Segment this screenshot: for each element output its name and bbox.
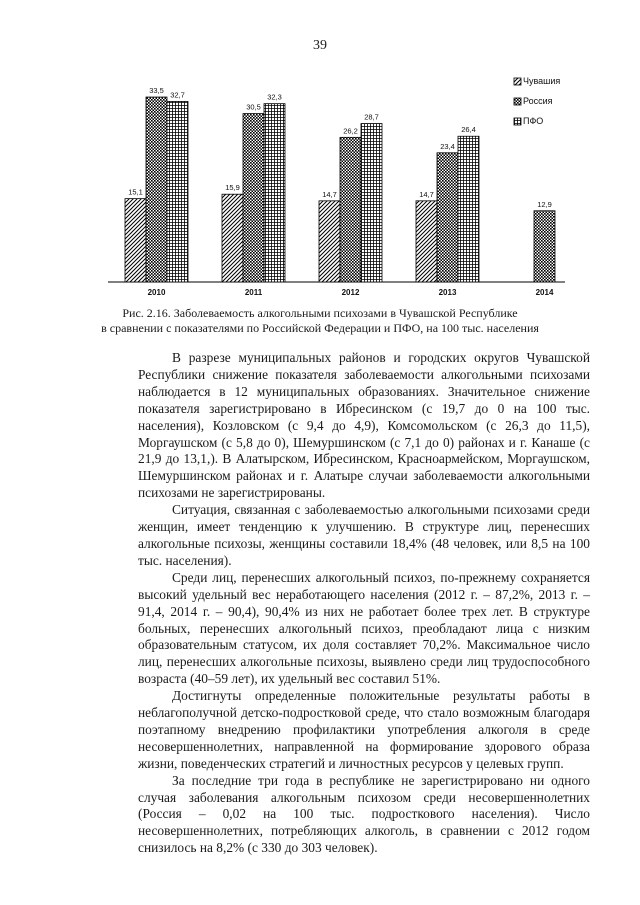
bar-Чувашия-2011 xyxy=(222,194,243,282)
bar-ПФО-2010 xyxy=(167,101,188,282)
body-text xyxy=(138,350,590,857)
legend-label-Россия: Россия xyxy=(523,96,553,106)
tick-label-2010: 2010 xyxy=(147,288,166,297)
bar-ПФО-2011 xyxy=(264,104,285,282)
data-label-Чувашия-2010: 15,1 xyxy=(128,187,143,197)
caption-line-1: Рис. 2.16. Заболеваемость алкогольными психозами в Чувашской Республике xyxy=(122,306,518,320)
data-label-ПФО-2012: 28,7 xyxy=(364,112,379,122)
tick-label-2013: 2013 xyxy=(438,288,457,297)
page-number: 39 xyxy=(313,38,327,53)
bar-Чувашия-2010 xyxy=(125,199,146,282)
bar-Россия-2012 xyxy=(340,137,361,282)
paragraph-2: Ситуация, связанная с заболеваемостью алкогольными психозами среди женщин, имеет тенденцию к улучшению. В структуре лиц, перенесших алкогольные психозы, женщины составили 18,4% (48 человек, или 8,5 на 100 тыс. населения). xyxy=(138,502,590,568)
data-label-ПФО-2013: 26,4 xyxy=(461,125,476,135)
paragraph-1: В разрезе муниципальных районов и городских округов Чувашской Республики снижение показателя заболеваемости алкогольными психозами наблюдается в 12 муниципальных образованиях. Значительное снижение показателя зарегистрировано в Ибресинском (с 19,7 до 0 на 100 тыс. населения), Козловском (с 9,4 до 4,9), Комсомольском (с 26,3 до 11,5), Моргаушском (с 5,8 до 0), Шемуршинском (с 7,1 до 0) районах и г. Канаше (с 21,9 до 13,1,). В Алатырском, Ибресинском, Красноармейском, Моргаушском, Шемуршинском районах и г. Алатыре случаи заболеваемости алкогольными психозами не зарегистрированы. xyxy=(138,350,590,501)
tick-label-2012: 2012 xyxy=(341,288,360,297)
legend-swatch-Россия xyxy=(514,98,521,105)
legend-label-Чувашия: Чувашия xyxy=(523,76,561,86)
legend-swatch-ПФО xyxy=(514,118,521,125)
caption-line-2: в сравнении с показателями по Российской Федерации и ПФО, на 100 тыс. населения xyxy=(101,321,539,335)
tick-label-2011: 2011 xyxy=(244,288,263,297)
tick-label-2014: 2014 xyxy=(535,288,554,297)
data-label-Россия-2012: 26,2 xyxy=(343,126,358,136)
bar-Россия-2013 xyxy=(437,153,458,282)
bar-Россия-2014 xyxy=(534,211,555,282)
bar-Чувашия-2012 xyxy=(319,201,340,282)
bar-ПФО-2013 xyxy=(458,136,479,282)
paragraph-5: За последние три года в республике не зарегистрировано ни одного случая заболевания алкогольным психозом среди несовершеннолетних (Россия – 0,02 на 100 тыс. подросткового населения). Число несовершеннолетних, потребляющих алкоголь, в сравнении с 2012 годом снизилось на 8,2% (с 330 до 303 человек). xyxy=(138,772,590,856)
paragraph-4: Достигнуты определенные положительные результаты работы в неблагополучной детско-подростковой среде, что стало возможным благодаря поэтапному внедрению профилактики употребления алкоголя в среде несовершеннолетних, направленной на формирование здорового образа жизни, поведенческих стратегий и личностных ресурсов у целевых групп. xyxy=(138,688,590,771)
bar-chart xyxy=(100,72,570,302)
paragraph-3: Среди лиц, перенесших алкогольный психоз, по-прежнему сохраняется высокий удельный вес неработающего населения (2012 г. – 87,2%, 2013 г. – 91,4, 2014 г. – 90,4), 90,4% из них не работает более трех лет. В структуре больных, перенесших алкогольный психоз, преобладают лица с низким образовательным статусом, их доля составляет 70,2%. Максимальное число лиц, перенесших алкогольные психозы, выявлено среди лиц трудоспособного возраста (40–59 лет), их удельный вес составил 51%. xyxy=(138,569,590,687)
data-label-ПФО-2011: 32,3 xyxy=(267,92,282,102)
legend-swatch-Чувашия xyxy=(514,78,521,85)
data-label-Чувашия-2012: 14,7 xyxy=(322,189,337,199)
data-label-ПФО-2010: 32,7 xyxy=(170,90,185,100)
bar-ПФО-2012 xyxy=(361,124,382,282)
data-label-Россия-2011: 30,5 xyxy=(246,102,261,112)
data-label-Россия-2013: 23,4 xyxy=(440,141,455,151)
data-label-Чувашия-2013: 14,7 xyxy=(419,189,434,199)
figure-caption xyxy=(100,306,540,336)
data-label-Чувашия-2011: 15,9 xyxy=(225,183,240,193)
bar-Чувашия-2013 xyxy=(416,201,437,282)
data-label-Россия-2010: 33,5 xyxy=(149,86,164,96)
bar-Россия-2011 xyxy=(243,114,264,282)
legend-label-ПФО: ПФО xyxy=(523,116,544,126)
data-label-Россия-2014: 12,9 xyxy=(537,199,552,209)
bar-Россия-2010 xyxy=(146,97,167,282)
